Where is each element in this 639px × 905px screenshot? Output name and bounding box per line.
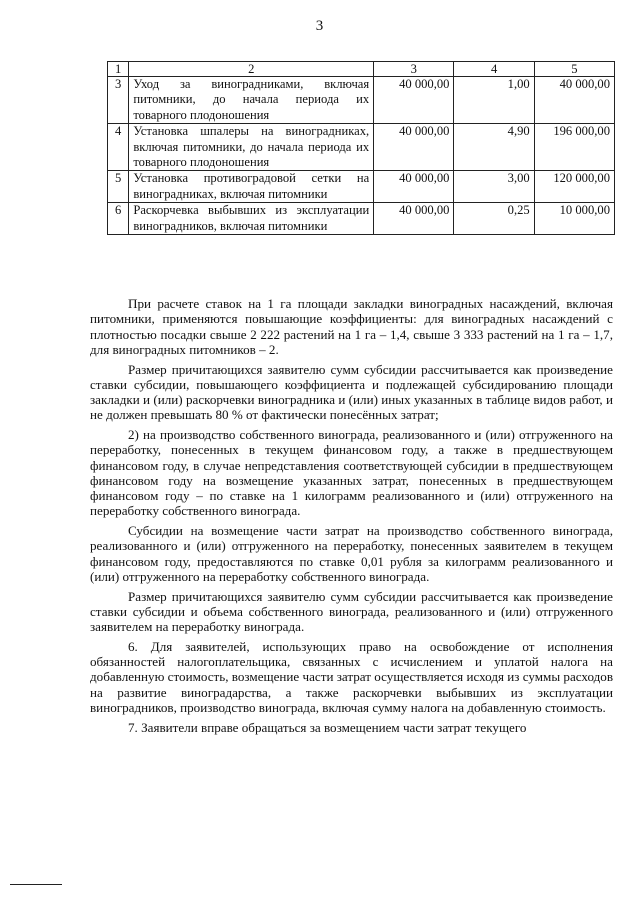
work-type: Установка противоградовой сетки на виноградниках, включая питомники: [129, 171, 374, 203]
column-header: 1: [108, 62, 129, 77]
paragraph-grape-rate: Субсидии на возмещение части затрат на производство собственного винограда, реализованного и (или) отгруженного на переработку, понесенных заявителем в текущем финансовом году, предоставляются по ставке 0,01 рубля за килограмм реализованного и (или) отгруженного на переработку собственного винограда.: [90, 523, 613, 584]
row-number: 4: [108, 124, 129, 171]
subsidy-rate: 40 000,00: [374, 124, 454, 171]
footnote-divider: [10, 884, 62, 885]
total-amount: 120 000,00: [534, 171, 614, 203]
table-row: [108, 203, 615, 235]
total-amount: 40 000,00: [534, 77, 614, 124]
column-header: 3: [374, 62, 454, 77]
column-header: 5: [534, 62, 614, 77]
table-row: [108, 77, 615, 124]
table-header-row: [108, 62, 615, 77]
total-amount: 10 000,00: [534, 203, 614, 235]
table-row: [108, 171, 615, 203]
total-amount: 196 000,00: [534, 124, 614, 171]
work-type: Установка шпалеры на виноградниках, включая питомники, до начала периода их товарного плодоношения: [129, 124, 374, 171]
paragraph-subsidy-calculation: Размер причитающихся заявителю сумм субсидии рассчитывается как произведение ставки субсидии, повышающего коэффициента и подлежащей субсидированию площади закладки и (или) раскорчевки виноградника и (или) иных указанных в таблице видов работ, и не должен превышать 80 % от фактически понесённых затрат;: [90, 361, 613, 423]
coefficient: 1,00: [454, 77, 534, 124]
paragraph-applicant-rights: 7. Заявители вправе обращаться за возмещением части затрат текущего: [128, 719, 527, 735]
paragraph-vat-exemption: 6. Для заявителей, использующих право на освобождение от исполнения обязанностей налогоплательщика, связанных с исчислением и уплатой налога на добавленную стоимость, возмещение части затрат осуществляется исходя из суммы расходов на развитие виноградарства, а также раскорчевки выбывших из эксплуатации виноградников, производство винограда, включая сумму налога на добавленную стоимость.: [90, 638, 613, 715]
work-type: Уход за виноградниками, включая питомники, до начала периода их товарного плодоношения: [129, 77, 374, 124]
row-number: 6: [108, 203, 129, 235]
table-row: [108, 124, 615, 171]
page-number: 3: [315, 18, 324, 34]
subsidy-rate: 40 000,00: [374, 77, 454, 124]
row-number: 5: [108, 171, 129, 203]
column-header: 4: [454, 62, 534, 77]
coefficient: 0,25: [454, 203, 534, 235]
subsidy-rates-table: [107, 61, 615, 235]
row-number: 3: [108, 77, 129, 124]
coefficient: 4,90: [454, 124, 534, 171]
work-type: Раскорчевка выбывших из эксплуатации виноградников, включая питомники: [129, 203, 374, 235]
paragraph-grape-calculation: Размер причитающихся заявителю сумм субсидии рассчитывается как произведение ставки субсидии и объема собственного винограда, реализованного и (или) отгруженного заявителем на переработку винограда.: [90, 588, 613, 634]
paragraph-coefficients: При расчете ставок на 1 га площади закладки виноградных насаждений, включая питомники, применяются повышающие коэффициенты: для виноградных насаждений с плотностью посадки свыше 2 222 растений на 1 га – 1,4, свыше 3 333 растений на 1 га – 1,7, для виноградных питомников – 2.: [90, 296, 613, 357]
subsidy-rate: 40 000,00: [374, 171, 454, 203]
document-body: [90, 296, 613, 735]
paragraph-grape-production: 2) на производство собственного винограда, реализованного и (или) отгруженного на переработку, понесенных в текущем финансовом году, а также в предшествующем финансовом году, в случае непредставления соответствующей субсидии в предшествующем финансовом году на возмещение указанных затрат, понесенных в предшествующем финансовом году – по ставке на 1 килограмм реализованного и (или) отгруженного на переработку собственного винограда.: [90, 427, 613, 519]
subsidy-rate: 40 000,00: [374, 203, 454, 235]
column-header: 2: [129, 62, 374, 77]
coefficient: 3,00: [454, 171, 534, 203]
